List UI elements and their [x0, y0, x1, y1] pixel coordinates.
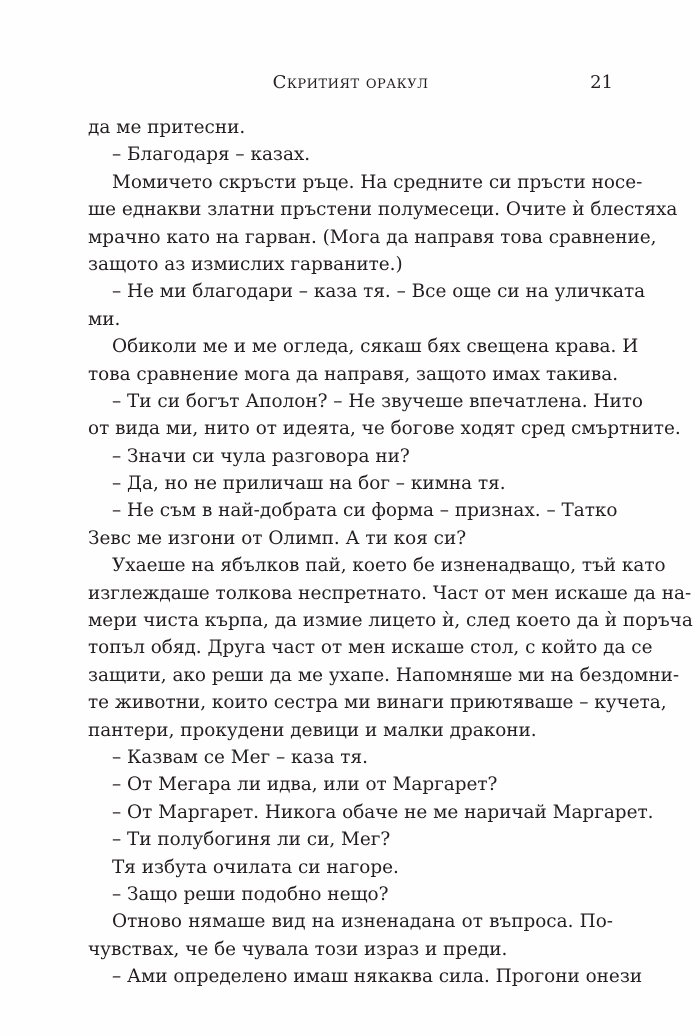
page-number: 21: [590, 72, 613, 93]
text-line: чувствах, че бе чувала този израз и преди.: [88, 938, 508, 960]
text-line: Момичето скръсти ръце. На средните си пръсти носе-: [112, 171, 643, 193]
text-line: – Ти полубогиня ли си, Мег?: [112, 829, 391, 851]
text-line: – Благодаря – казах.: [112, 144, 311, 166]
text-line: ми.: [88, 308, 121, 330]
text-line: топъл обяд. Друга част от мен искаше стол, с който да се: [88, 637, 653, 659]
text-line: – Значи си чула разговора ни?: [112, 445, 410, 467]
text-line: Отново нямаше вид на изненадана от въпроса. По-: [112, 911, 613, 933]
text-line: – От Мегара ли идва, или от Маргарет?: [112, 774, 498, 796]
body-text: [88, 114, 693, 991]
text-line: от вида ми, нито от идеята, че богове ходят сред смъртните.: [88, 418, 681, 440]
text-line: Обиколи ме и ме огледа, сякаш бях свещена крава. И: [112, 336, 639, 358]
text-line: – Ами определено имаш някаква сила. Прогони онези: [112, 966, 643, 988]
text-line: ше еднакви златни пръстени полумесеци. Очите ѝ блестяха: [88, 199, 678, 221]
text-line: те животни, които сестра ми винаги приютяваше – кучета,: [88, 692, 667, 714]
page-header: [88, 72, 613, 100]
text-line: – Да, но не приличаш на бог – кимна тя.: [112, 473, 506, 495]
text-line: да ме притесни.: [88, 117, 246, 138]
text-line: това сравнение мога да направя, защото имах такива.: [88, 363, 619, 385]
text-line: – Казвам се Мег – каза тя.: [112, 746, 368, 768]
text-line: – Не ми благодари – каза тя. – Все още си на уличката: [112, 281, 646, 303]
text-line: Ухаеше на ябълков пай, което бе изненадващо, тъй като: [112, 555, 666, 577]
text-line: Зевс ме изгони от Олимп. А ти коя си?: [88, 527, 467, 549]
text-line: защити, ако реши да ме ухапе. Напомняше ми на бездомни-: [88, 664, 680, 686]
text-line: защото аз измислих гарваните.): [88, 253, 403, 275]
text-line: – Ти си богът Аполон? – Не звучеше впечатлена. Нито: [112, 390, 643, 412]
text-line: – Защо реши подобно нещо?: [112, 883, 389, 905]
text-line: – От Маргарет. Никога обаче не ме наричай Маргарет.: [112, 801, 654, 823]
running-title: Скритият оракул: [272, 72, 429, 93]
text-line: мрачно като на гарван. (Мога да направя това сравнение,: [88, 226, 657, 248]
text-line: Тя избута очилата си нагоре.: [112, 856, 399, 878]
text-line: – Не съм в най-добрата си форма – признах. – Татко: [112, 500, 618, 522]
text-line: пантери, прокудени девици и малки дракони.: [88, 719, 537, 741]
text-line: мери чиста кърпа, да измие лицето ѝ, след което да ѝ поръча: [88, 610, 693, 632]
text-line: изглеждаше толкова неспретнато. Част от мен искаше да на-: [88, 582, 692, 604]
